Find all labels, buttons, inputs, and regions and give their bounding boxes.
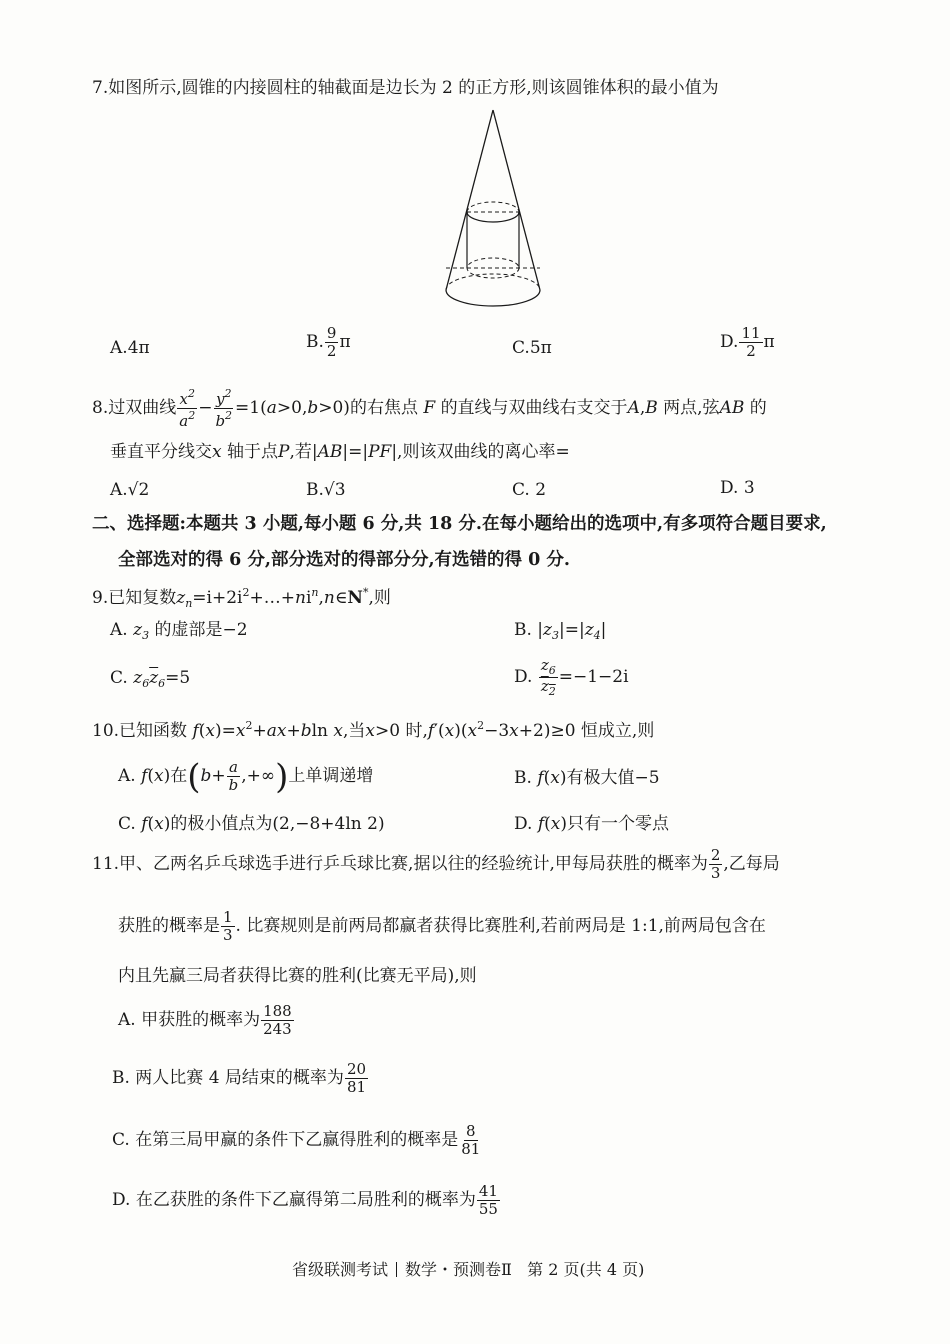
cone-cylinder-figure	[438, 108, 548, 318]
q10-option-b: B. f(x)有极大值−5	[514, 768, 660, 788]
q11-stem-line1: 11.甲、乙两名乒乓球选手进行乒乓球比赛,据以往的经验统计,甲每局获胜的概率为 $\frac{2}{3}$ ,乙每局	[92, 846, 780, 882]
q7-option-c: C.5π	[512, 338, 552, 358]
footer-subject: 数学・预测卷Ⅱ	[405, 1260, 512, 1279]
q8-option-c: C. 2	[512, 480, 547, 500]
q7-option-b: B. $\frac{9}{2}$ π	[306, 324, 351, 360]
q9-stem: 9.已知复数$z_n=i+2i^2+\dots+ni^n,n\in N^*$,则	[92, 586, 391, 610]
q11-option-c: C. 在第三局甲赢的条件下乙赢得胜利的概率是 $\frac{8}{81}$	[112, 1122, 481, 1158]
q9-option-b: B. $|z_3|=|z_4|$	[514, 620, 607, 642]
q8-option-b: B.√3	[306, 480, 346, 500]
q11-option-d: D. 在乙获胜的条件下乙赢得第二局胜利的概率为 $\frac{41}{55}$	[112, 1182, 498, 1218]
footer-divider	[396, 1262, 397, 1277]
section2-instruction-line1: 二、选择题:本题共 3 小题,每小题 6 分,共 18 分.在每小题给出的选项中,有多项符合题目要求,	[92, 514, 827, 534]
q7-stem: 7.如图所示,圆锥的内接圆柱的轴截面是边长为 2 的正方形,则该圆锥体积的最小值为	[92, 78, 719, 98]
q8-stem-line2: 垂直平分线交x 轴于点P,若|AB|=|PF|,则该双曲线的离心率=	[110, 442, 570, 462]
q11-stem-line2: 获胜的概率是 $\frac{1}{3}$ . 比赛规则是前两局都赢者获得比赛胜利,若前两局是 1:1,前两局包含在	[118, 908, 766, 944]
page-footer	[292, 1262, 644, 1278]
q11-option-b: B. 两人比赛 4 局结束的概率为 $\frac{20}{81}$	[112, 1060, 367, 1096]
q7-option-a: A.4π	[110, 338, 150, 358]
q8-option-d: D. 3	[720, 478, 755, 498]
q10-option-d: D. f(x)只有一个零点	[514, 814, 670, 834]
footer-exam-name: 省级联测考试	[292, 1260, 389, 1279]
q9-option-c: C. $z_6\overline{z}_6=5$	[110, 668, 191, 690]
q10-stem: 10.已知函数 $f(x)=x^2+ax+bln$ x,当x>0 时$,f'(x)(x^2-3x+2)\ge 0$ 恒成立,则	[92, 719, 655, 741]
q10-option-a: A. f(x)在(b+ $\frac{a}{b}$ ,+∞)上单调递增	[118, 757, 374, 797]
section2-instruction-line2: 全部选对的得 6 分,部分选对的得部分分,有选错的得 0 分.	[118, 550, 570, 570]
q11-option-a: A. 甲获胜的概率为 $\frac{188}{243}$	[118, 1002, 292, 1038]
q9-option-a: A. $z_3$ 的虚部是−2	[110, 620, 248, 642]
q8-stem-line1: 8.过双曲线 $\frac{x^2}{a^2}$ − $\frac{y^2}{b^2}$ =1(a>0,b>0)的右焦点 F 的直线与双曲线右支交于A,B 两点,弦AB 的	[92, 387, 767, 430]
footer-page-number: 第 2 页(共 4 页)	[527, 1260, 645, 1279]
q11-stem-line3: 内且先赢三局者获得比赛的胜利(比赛无平局),则	[118, 966, 477, 986]
q8-option-a: A.√2	[110, 480, 150, 500]
q9-option-d: D. $\frac{z_6}{z_2}$ =−1−2i	[514, 656, 629, 698]
q7-option-d: D. $\frac{11}{2}$ π	[720, 324, 775, 360]
q10-option-c: C. f(x)的极小值点为(2,−8+4ln 2)	[118, 814, 385, 834]
